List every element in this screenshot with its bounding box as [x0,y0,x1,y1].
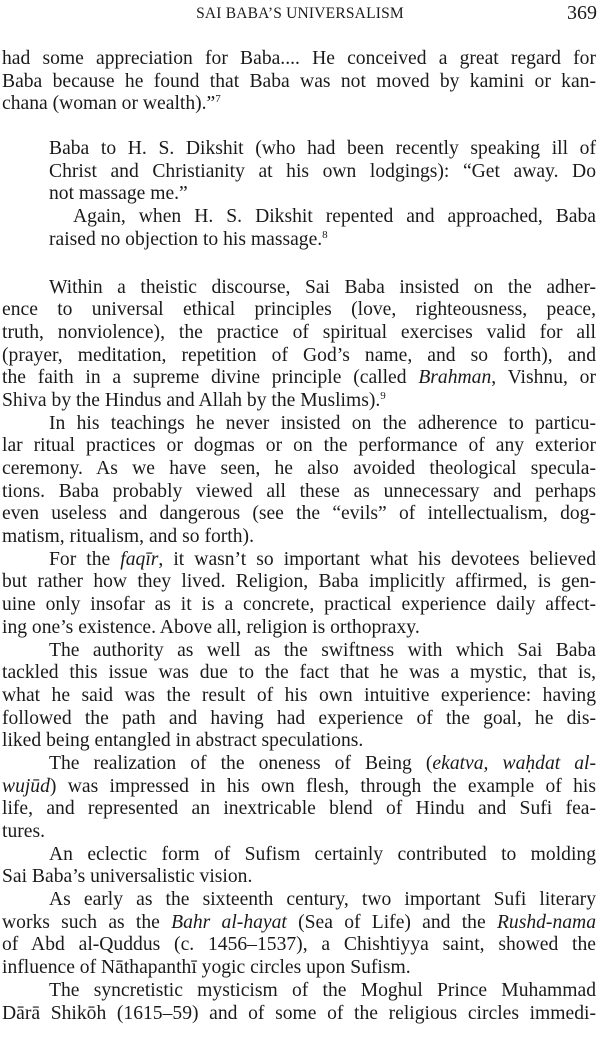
text-line [49,206,596,229]
text-run: For the [49,548,121,570]
text-line [2,458,596,481]
text-run: ence to universal ethical principles (love, righteousness, peace, [2,299,596,321]
text-line [2,367,596,390]
text-line [49,183,596,206]
text-line [49,229,596,252]
italic-term: faqīr [120,548,159,570]
italic-term: Bahr al-hayat [171,911,287,933]
text-run: , Vishnu, or [491,367,597,389]
paragraph [2,413,596,549]
text-run: (Sea of Life) and the [286,911,497,933]
text-line [2,435,596,458]
page-body [2,48,596,1025]
text-line [2,821,596,844]
text-line [2,48,596,71]
text-run: truth, nonviolence), the practice of spiritual exercises valid for all [2,321,596,343]
text-run: even useless and dangerous (see the “evils” of intellectualism, dog- [2,503,596,525]
text-line [2,866,596,889]
text-line [2,753,596,776]
text-line [2,345,596,368]
text-line [2,776,596,799]
text-run: Christ and Christianity at his own lodgings): “Get away. Do [49,160,596,182]
text-run: The realization of the oneness of Being ( [49,752,433,774]
text-run: Baba because he found that Baba was not moved by kamini or kan- [2,70,596,92]
text-line [2,889,596,912]
text-line [2,640,596,663]
running-header [0,2,600,26]
paragraph [2,753,596,844]
text-line [2,277,596,300]
text-line [2,526,596,549]
text-line [2,730,596,753]
paragraph [2,640,596,753]
text-run: tackled this issue was due to the fact that he was a mystic, that is, [2,662,596,684]
italic-term: Rushd-nama [496,911,596,933]
text-run: influence of Nāthapanthī yogic circles upon Sufism. [2,957,411,979]
text-line [2,594,596,617]
text-line [2,71,596,94]
text-line [2,413,596,436]
text-run: had some appreciation for Baba.... He conceived a great regard for [2,48,596,69]
text-line [2,934,596,957]
text-line [2,571,596,594]
paragraph [2,48,596,116]
text-run: Baba to H. S. Dikshit (who had been recently speaking ill of [49,138,596,160]
text-run: Dārā Shikōh (1615–59) and of some of the religious circles immedi- [2,1002,596,1024]
text-run: The authority as well as the swiftness with which Sai Baba [49,639,596,661]
footnote-ref: 8 [322,228,328,241]
text-run: In his teachings he never insisted on the adherence to particu- [49,412,596,434]
text-line [2,390,596,413]
text-line [2,322,596,345]
text-run: ) was impressed in his own flesh, through the example of his [49,775,596,797]
text-run: , it wasn’t so important what his devotees believed [158,548,596,570]
text-run: An eclectic form of Sufism certainly contributed to molding [49,843,596,865]
text-run: Within a theistic discourse, Sai Baba insisted on the adher- [49,276,596,298]
text-line [2,980,596,1003]
italic-term: ekatva, waḥdat al- [432,752,597,774]
paragraph [2,844,596,889]
paragraph [2,980,596,1025]
text-run: Sai Baba’s universalistic vision. [2,866,253,888]
text-line [2,481,596,504]
text-line [2,93,596,116]
text-run: Shiva by the Hindus and Allah by the Muslims). [2,389,381,411]
text-run: the faith in a supreme divine principle (called [2,367,419,389]
block-quote [49,138,596,251]
italic-term: wujūd [2,775,50,797]
text-run: what he said was the result of his own intuitive experience: having [2,684,596,706]
text-run: (prayer, meditation, repetition of God’s name, and so forth), and [2,344,596,366]
text-run: life, and represented an inextricable blend of Hindu and Sufi fea- [2,798,596,820]
paragraph [2,549,596,640]
text-line [2,662,596,685]
text-line [2,503,596,526]
text-run: chana (woman or wealth).” [2,93,216,115]
text-run: lar ritual practices or dogmas or on the performance of any exterior [2,435,596,457]
text-line [2,844,596,867]
text-run: Again, when H. S. Dikshit repented and approached, Baba [73,206,596,228]
text-run: As early as the sixteenth century, two important Sufi literary [49,889,596,911]
text-line [2,912,596,935]
text-line [2,685,596,708]
text-run: liked being entangled in abstract speculations. [2,730,364,752]
text-line [2,957,596,980]
text-run: of Abd al-Quddus (c. 1456–1537), a Chishtiyya saint, showed the [2,934,596,956]
text-run: tures. [2,821,45,842]
running-head-title: SAI BABA’S UNIVERSALISM [196,5,404,22]
text-line [2,549,596,572]
text-run: The syncretistic mysticism of the Moghul Prince Muhammad [49,979,596,1001]
footnote-ref: 7 [215,93,221,106]
text-line [2,617,596,640]
page-number: 369 [567,2,597,24]
italic-term: Brahman [418,367,492,389]
text-run: matism, ritualism, and so forth). [2,526,254,548]
text-run: not massage me.” [49,183,188,205]
text-run: but rather how they lived. Religion, Baba implicitly affirmed, is gen- [2,571,596,593]
text-line [49,161,596,184]
text-run: works such as the [2,911,172,933]
text-line [2,708,596,731]
footnote-ref: 9 [380,389,386,402]
text-run: ing one’s existence. Above all, religion is orthopraxy. [2,616,420,638]
text-run: followed the path and having had experience of the goal, he dis- [2,707,596,729]
text-run: tions. Baba probably viewed all these as unnecessary and perhaps [2,480,596,502]
text-line [2,1003,596,1026]
text-run: raised no objection to his massage. [49,228,323,250]
text-line [2,299,596,322]
paragraph [2,889,596,980]
text-line [49,138,596,161]
text-line [2,798,596,821]
paragraph [2,277,596,413]
text-run: uine only insofar as it is a concrete, practical experience daily affect- [2,594,596,616]
text-run: ceremony. As we have seen, he also avoided theological specula- [2,458,596,479]
